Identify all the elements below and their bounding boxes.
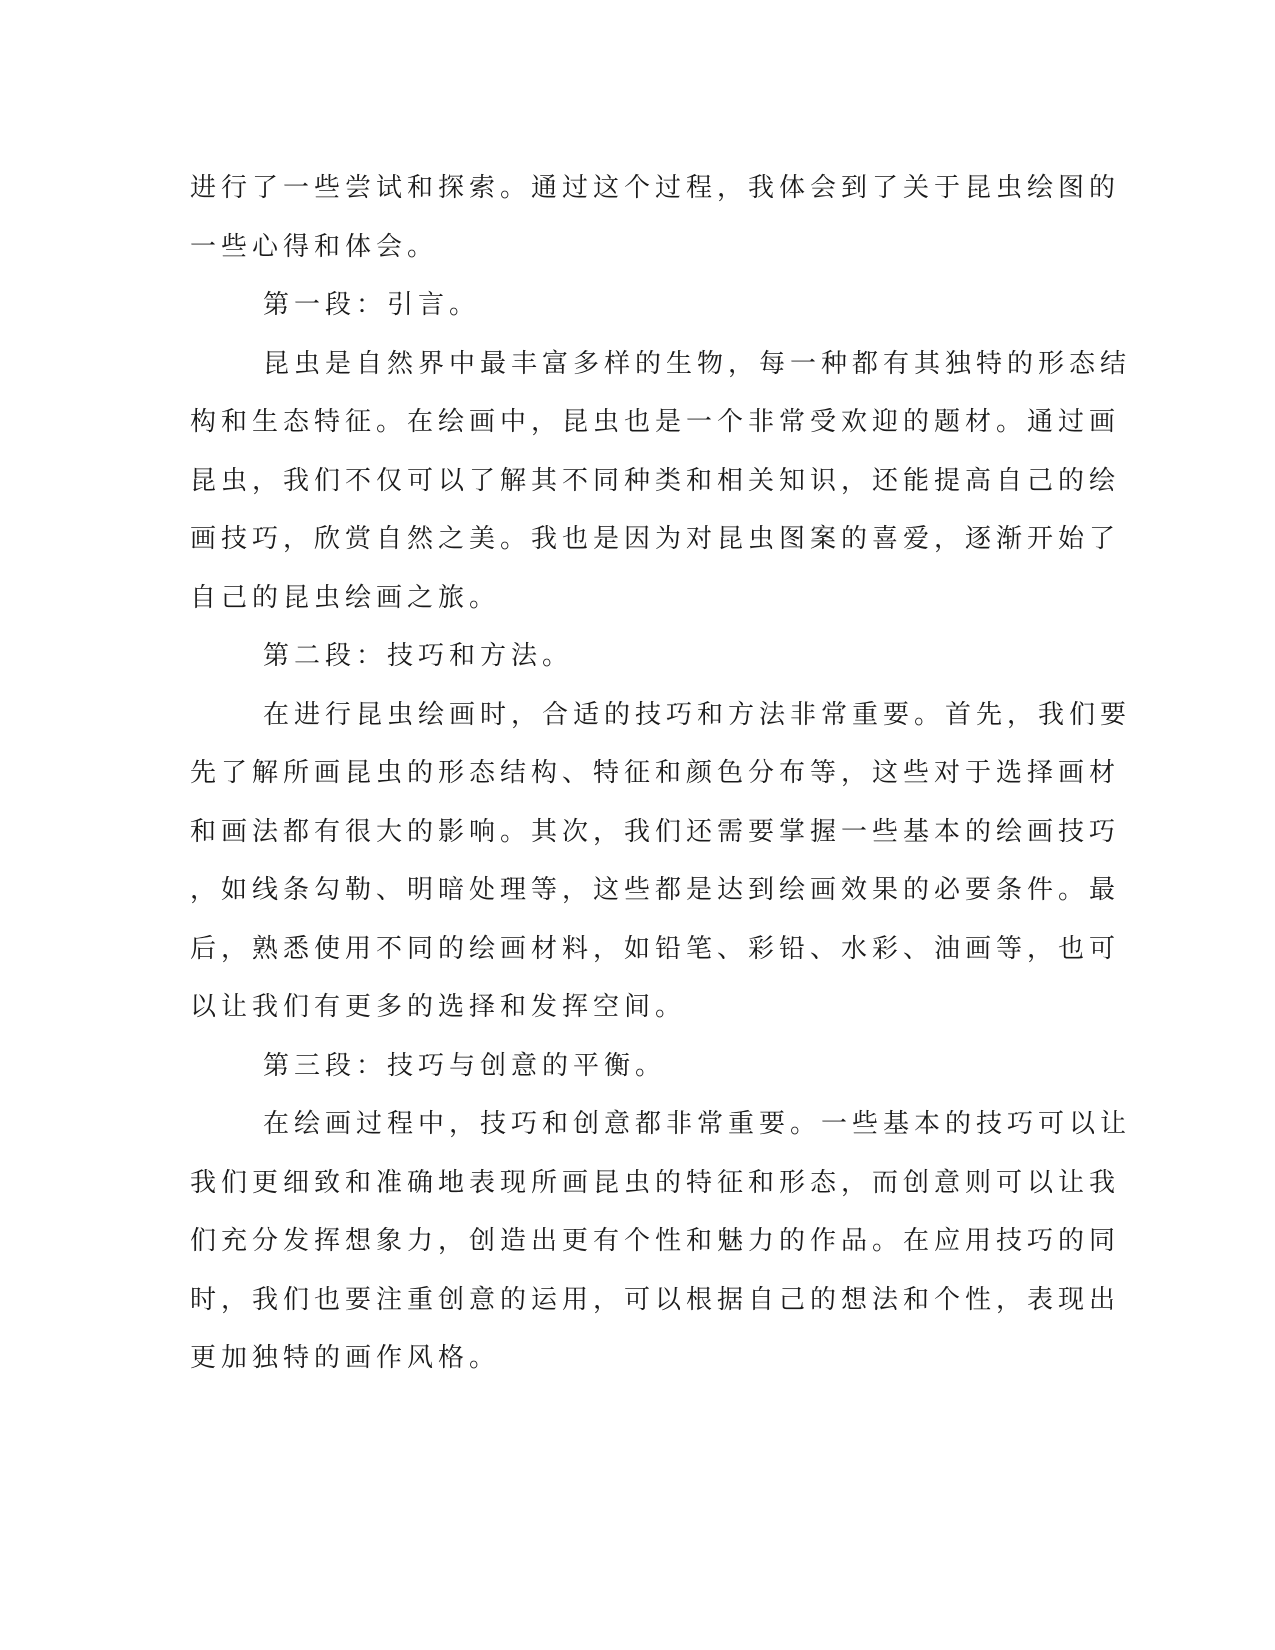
text-line: 一些心得和体会。 bbox=[190, 231, 439, 262]
text-line: 先了解所画昆虫的形态结构、特征和颜色分布等，这些对于选择画材 bbox=[190, 758, 1121, 788]
text-line: 们充分发挥想象力，创造出更有个性和魅力的作品。在应用技巧的同 bbox=[190, 1226, 1121, 1256]
text-line: 在绘画过程中，技巧和创意都非常重要。一些基本的技巧可以让 bbox=[263, 1109, 1132, 1139]
text-line: 进行了一些尝试和探索。通过这个过程，我体会到了关于昆虫绘图的 bbox=[190, 173, 1121, 203]
text-line: 画技巧，欣赏自然之美。我也是因为对昆虫图案的喜爱，逐渐开始了 bbox=[190, 524, 1121, 554]
text-line: ，如线条勾勒、明暗处理等，这些都是达到绘画效果的必要条件。最 bbox=[190, 875, 1121, 905]
text-line: 我们更细致和准确地表现所画昆虫的特征和形态，而创意则可以让我 bbox=[190, 1167, 1121, 1198]
text-line: 以让我们有更多的选择和发挥空间。 bbox=[190, 992, 687, 1022]
text-line: 时，我们也要注重创意的运用，可以根据自己的想法和个性，表现出 bbox=[190, 1284, 1121, 1315]
section-heading-2: 第二段：技巧和方法。 bbox=[263, 641, 574, 671]
section-heading-1: 第一段：引言。 bbox=[263, 290, 481, 320]
text-line: 昆虫是自然界中最丰富多样的生物，每一种都有其独特的形态结 bbox=[263, 348, 1132, 379]
text-line: 昆虫，我们不仅可以了解其不同种类和相关知识，还能提高自己的绘 bbox=[190, 465, 1121, 496]
text-line: 和画法都有很大的影响。其次，我们还需要掌握一些基本的绘画技巧 bbox=[190, 816, 1121, 847]
text-line: 自己的昆虫绘画之旅。 bbox=[190, 582, 501, 613]
document-body bbox=[190, 159, 1132, 1388]
text-line: 构和生态特征。在绘画中，昆虫也是一个非常受欢迎的题材。通过画 bbox=[190, 407, 1121, 437]
text-line: 后，熟悉使用不同的绘画材料，如铅笔、彩铅、水彩、油画等，也可 bbox=[190, 933, 1121, 964]
text-line: 更加独特的画作风格。 bbox=[190, 1343, 501, 1373]
section-heading-3: 第三段：技巧与创意的平衡。 bbox=[263, 1050, 667, 1081]
text-line: 在进行昆虫绘画时，合适的技巧和方法非常重要。首先，我们要 bbox=[263, 699, 1132, 730]
